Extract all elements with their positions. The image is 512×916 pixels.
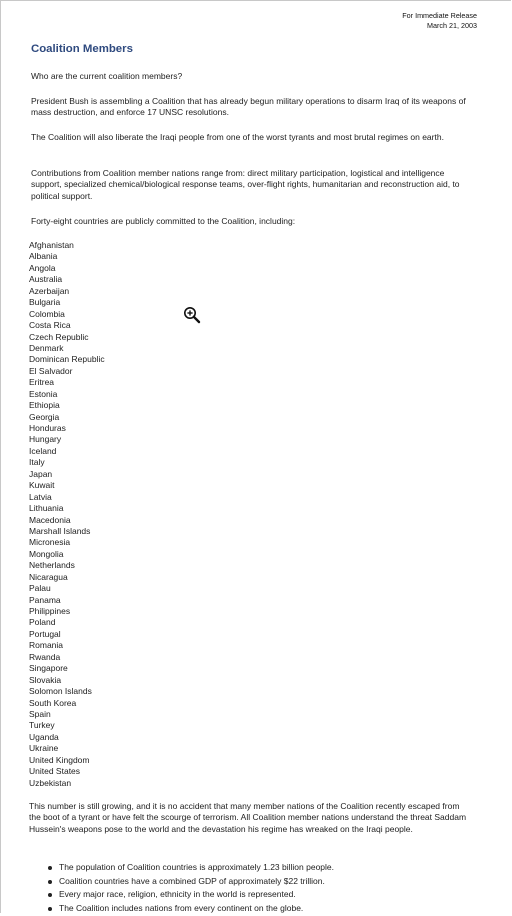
list-item: Honduras (29, 423, 66, 433)
release-date: March 21, 2003 (427, 20, 477, 30)
list-item: Philippines (29, 606, 71, 616)
list-item: Ethiopia (29, 400, 60, 411)
list-item: Spain (29, 708, 51, 719)
list-item: Georgia (29, 411, 60, 422)
list-item: Azerbaijan (29, 285, 70, 296)
list-item: Turkey (29, 720, 55, 731)
list-item: The Coalition includes nations from every continent on the globe. (47, 902, 334, 916)
list-item: Coalition countries have a combined GDP of approximately $22 trillion. (47, 875, 334, 889)
list-item: Dominican Republic (29, 354, 105, 365)
list-item: Angola (29, 262, 56, 273)
list-item: Ukraine (29, 743, 59, 754)
list-item: Solomon Islands (29, 686, 92, 697)
list-item: Marshall Islands (29, 525, 91, 536)
list-item: United Kingdom (29, 754, 90, 765)
list-item: Denmark (29, 342, 64, 353)
list-item: Kuwait (29, 480, 55, 491)
paragraph-committed: Forty-eight countries are publicly committed to the Coalition, including: (31, 216, 296, 226)
list-item: Lithuania (29, 503, 64, 514)
list-item: Romania (29, 640, 64, 651)
list-item: South Korea (29, 697, 77, 708)
list-item: Every major race, religion, ethnicity in the world is represented. (47, 888, 334, 902)
release-header (402, 11, 477, 30)
list-item: Colombia (29, 308, 65, 319)
list-item: Micronesia (29, 537, 71, 548)
list-item: Australia (29, 274, 63, 285)
paragraph-liberate: The Coalition will also liberate the Iraqi people from one of the worst tyrants and most brutal regimes on earth. (31, 132, 444, 142)
paragraph-contributions: Contributions from Coalition member nations range from: direct military participation, logistical and intelligence support, specialized chemical/biological response teams, over-flight rights, humanitarian and reconstruction aid, to political support. (31, 168, 460, 201)
list-item: Poland (29, 617, 56, 628)
list-item: El Salvador (29, 365, 73, 376)
facts-list (47, 861, 334, 916)
list-item: Panama (29, 594, 61, 605)
list-item: Portugal (29, 628, 61, 639)
paragraph-coalition-assembly: President Bush is assembling a Coalition that has already begun military operations to disarm Iraq of its weapons of mass destruction, and enforce 17 UNSC resolutions. (31, 96, 466, 118)
list-item: Nicaragua (29, 571, 68, 582)
list-item: United States (29, 766, 81, 777)
intro-question: Who are the current coalition members? (31, 71, 183, 81)
list-item: Estonia (29, 388, 58, 399)
paragraph-growing: This number is still growing, and it is no accident that many member nations of the Coalition recently escaped from the boot of a tyrant or have felt the scourge of terrorism. All Coalition member nations understand the threat Saddam Hussein's weapons pose to the world and the devastation his regime has wreaked on the Iraqi people. (29, 801, 467, 834)
list-item: Italy (29, 457, 45, 468)
list-item: Macedonia (29, 514, 71, 525)
list-item: Japan (29, 468, 53, 479)
list-item: Hungary (29, 434, 62, 445)
list-item: Iceland (29, 445, 57, 456)
list-item: Palau (29, 583, 51, 594)
list-item: Netherlands (29, 560, 75, 571)
list-item: Slovakia (29, 674, 62, 685)
release-line: For Immediate Release (402, 11, 477, 20)
list-item: Rwanda (29, 651, 61, 662)
country-list (29, 240, 105, 789)
list-item: Afghanistan (29, 240, 74, 250)
list-item: Albania (29, 251, 58, 262)
list-item: Uganda (29, 731, 59, 742)
list-item: Latvia (29, 491, 52, 502)
list-item: Costa Rica (29, 320, 71, 331)
list-item: Eritrea (29, 377, 55, 388)
list-item: Mongolia (29, 548, 64, 559)
page-title: Coalition Members (31, 43, 133, 55)
list-item: Bulgaria (29, 297, 61, 308)
list-item: Uzbekistan (29, 777, 72, 788)
list-item: Czech Republic (29, 331, 89, 342)
list-item: The population of Coalition countries is approximately 1.23 billion people. (47, 861, 334, 875)
list-item: Singapore (29, 663, 68, 674)
zoom-in-cursor-icon (183, 306, 201, 324)
